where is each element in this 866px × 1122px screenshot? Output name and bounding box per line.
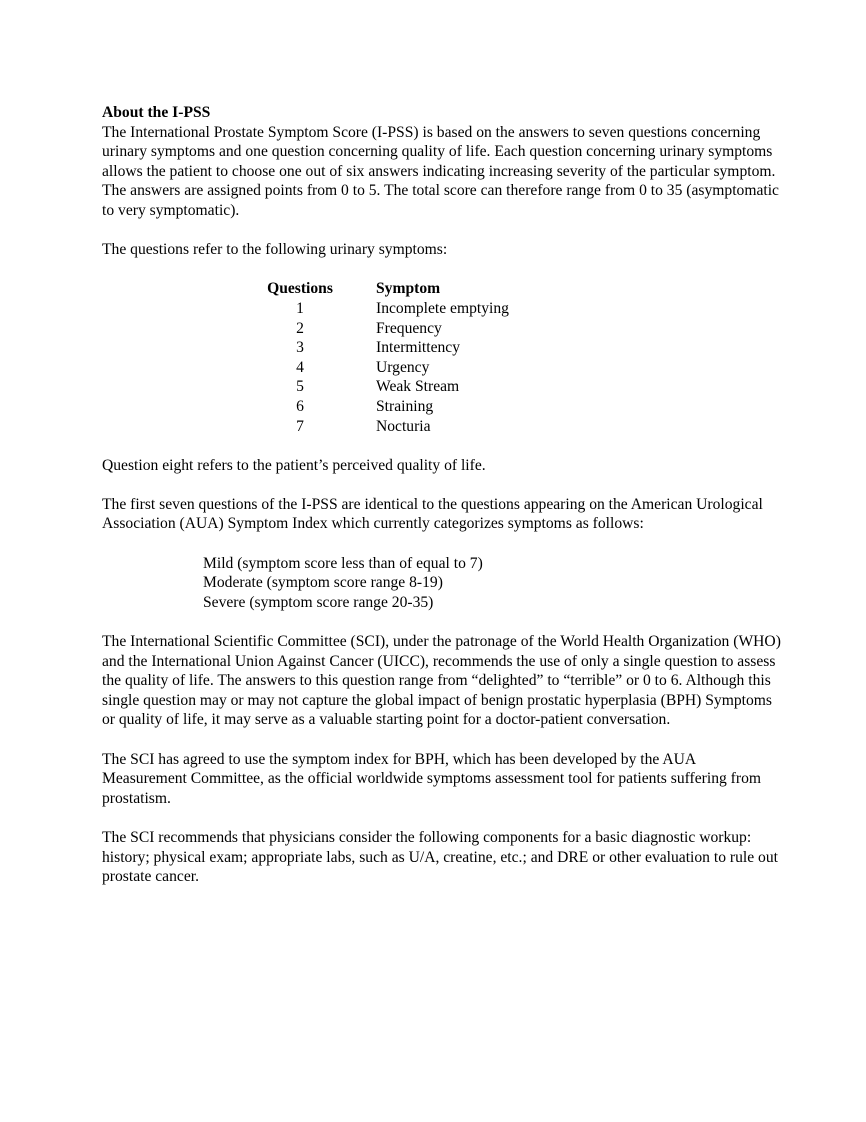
questions-column-header: Questions xyxy=(267,280,333,298)
table-row xyxy=(262,377,509,397)
aua-paragraph: The first seven questions of the I-PSS are identical to the questions appearing on the American Urological Association (AUA) Symptom Index which currently categorizes symptoms as follows: xyxy=(102,495,763,533)
category-mild: Mild (symptom score less than of equal to 7) xyxy=(203,554,483,572)
section-heading: About the I-PSS xyxy=(102,104,211,121)
question-number: 6 xyxy=(296,397,304,415)
symptom-name: Incomplete emptying xyxy=(376,299,509,317)
category-moderate: Moderate (symptom score range 8-19) xyxy=(203,574,443,592)
symptom-name: Frequency xyxy=(376,319,442,337)
sci-agreed-paragraph: The SCI has agreed to use the symptom index for BPH, which has been developed by the AUA Measurement Committee, as the official worldwide symptoms assessment tool for patients suffering from prostatism. xyxy=(102,750,761,807)
question-number: 5 xyxy=(296,378,304,396)
symptom-name: Nocturia xyxy=(376,417,431,435)
symptom-name: Urgency xyxy=(376,358,430,376)
table-row xyxy=(262,397,509,417)
question-number: 4 xyxy=(296,358,304,376)
symptom-table xyxy=(262,279,509,436)
symptom-categories-list xyxy=(203,554,782,613)
document-page xyxy=(102,103,782,906)
question-eight-paragraph: Question eight refers to the patient’s perceived quality of life. xyxy=(102,456,486,474)
table-row xyxy=(262,417,509,437)
category-severe: Severe (symptom score range 20-35) xyxy=(203,593,434,611)
table-row xyxy=(262,299,509,319)
table-header-row xyxy=(262,279,509,299)
question-number: 2 xyxy=(296,319,304,337)
question-number: 7 xyxy=(296,417,304,435)
table-row xyxy=(262,358,509,378)
question-number: 1 xyxy=(296,299,304,317)
symptom-name: Intermittency xyxy=(376,339,460,357)
table-row xyxy=(262,338,509,358)
sci-paragraph: The International Scientific Committee (SCI), under the patronage of the World Health Organization (WHO) and the International Union Against Cancer (UICC), recommends the use of only a single question to assess the quality of life. The answers to this question range from “delighted” to “terrible” or 0 to 6. Although this single question may or may not capture the global impact of benign prostatic hyperplasia (BPH) Symptoms or quality of life, it may serve as a valuable starting point for a doctor-patient conversation. xyxy=(102,633,781,729)
sci-recommends-paragraph: The SCI recommends that physicians consider the following components for a basic diagnostic workup: history; physical exam; appropriate labs, such as U/A, creatine, etc.; and DRE or other evaluation to rule out prostate cancer. xyxy=(102,828,778,886)
table-row xyxy=(262,319,509,339)
intro-paragraph: The International Prostate Symptom Score (I-PSS) is based on the answers to seven questions concerning urinary symptoms and one question concerning quality of life. Each question concerning urinary symptoms allows the patient to choose one out of six answers indicating increasing severity of the particular symptom. The answers are assigned points from 0 to 5. The total score can therefore range from 0 to 35 (asymptomatic to very symptomatic). xyxy=(102,123,779,219)
symptom-name: Straining xyxy=(376,397,434,415)
about-section xyxy=(102,103,782,221)
question-number: 3 xyxy=(296,339,304,357)
symptom-column-header: Symptom xyxy=(376,280,441,298)
questions-intro-paragraph: The questions refer to the following urinary symptoms: xyxy=(102,241,448,259)
symptom-name: Weak Stream xyxy=(376,378,460,396)
